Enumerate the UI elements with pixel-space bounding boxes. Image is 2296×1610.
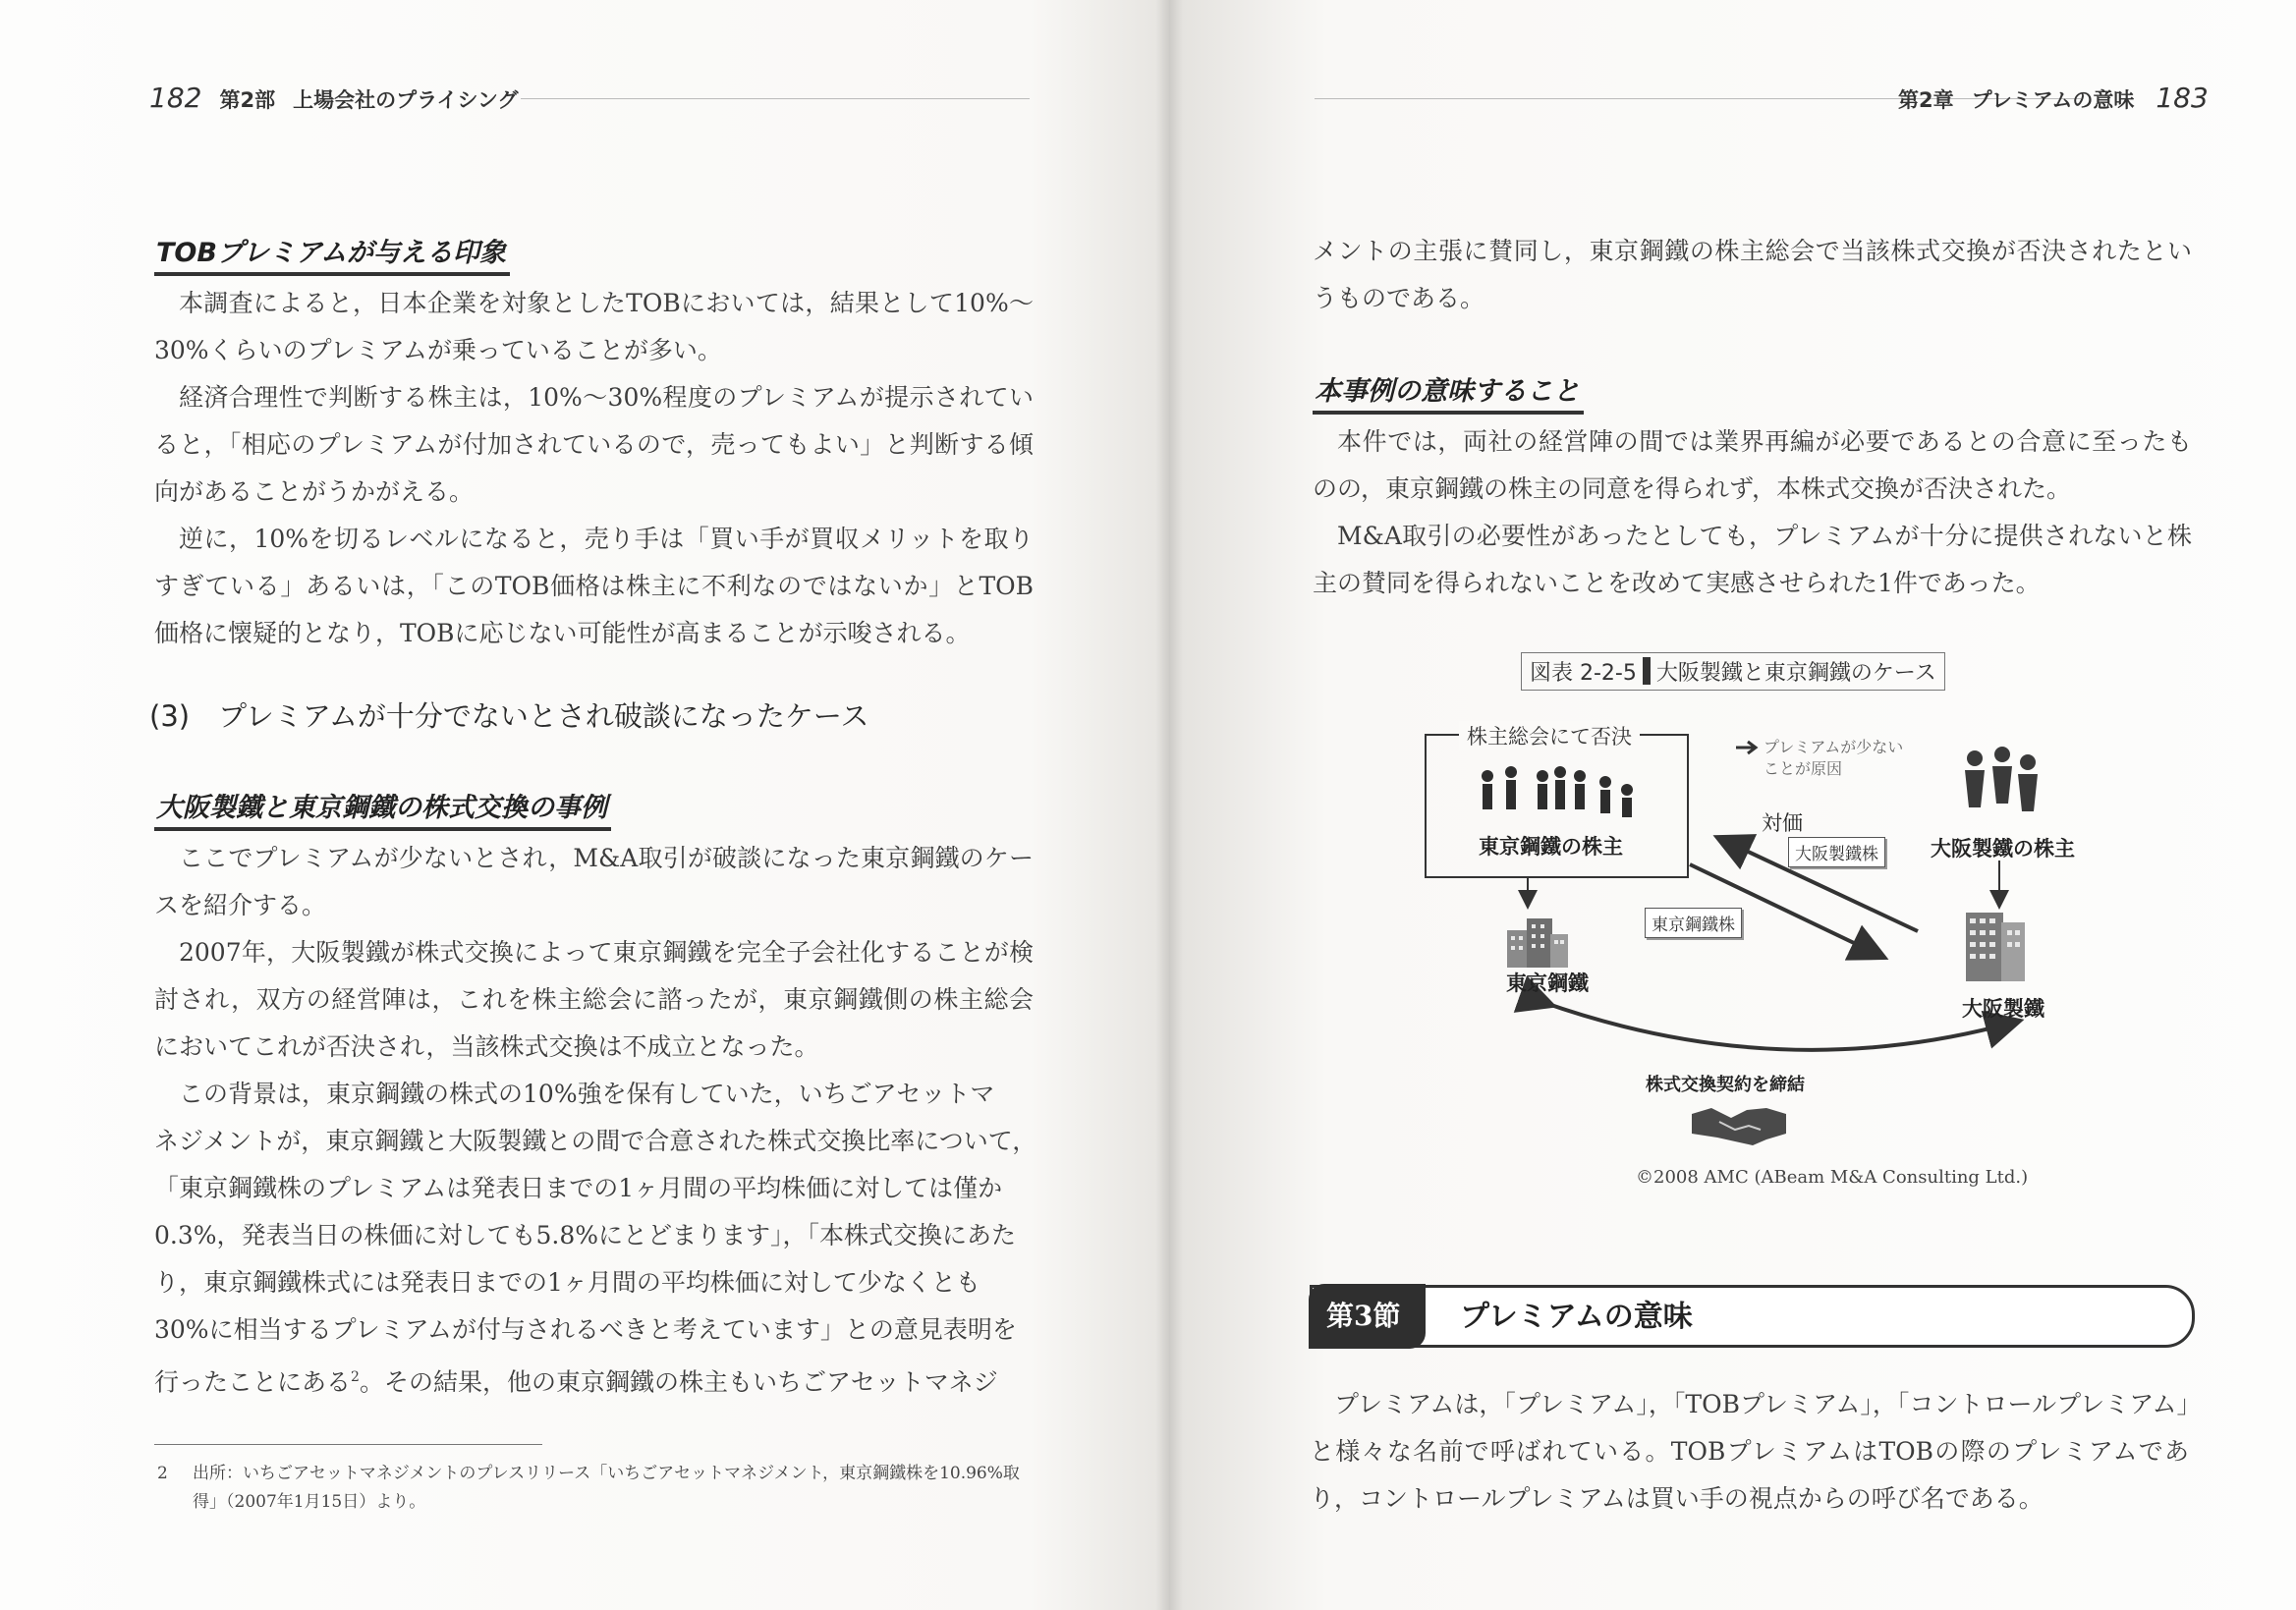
left-header-title: 上場会社のプライシング	[293, 88, 519, 112]
right-page	[1169, 0, 2296, 1610]
note-line: ことが原因	[1764, 759, 1843, 778]
right-page-number: 183	[2156, 82, 2209, 114]
section-heading: 本事例の意味すること	[1313, 369, 1584, 415]
paragraph-line: ネジメントが，東京鋼鐵と大阪製鐵との間で合意された株式交換比率について，	[154, 1127, 1037, 1155]
section-banner	[1310, 1285, 2195, 1348]
osaka-company-label: 大阪製鐵	[1962, 997, 2044, 1021]
tokyo-shares-tag: 東京鋼鐵株	[1645, 908, 1742, 938]
continued-paragraph: メントの主張に賛同し，東京鋼鐵の株主総会で当該株式交換が否決されたというものである。	[1313, 237, 2192, 312]
section-title: プレミアムの意味	[1460, 1300, 1693, 1334]
section-heading: 大阪製鐵と東京鋼鐵の株式交換の事例	[154, 786, 611, 831]
left-header-rule	[521, 98, 1030, 99]
paragraph: プレミアムは，「プレミアム」，「TOBプレミアム」，「コントロールプレミアム」と様々な名前で呼ばれている。TOBプレミアムはTOBの際のプレミアムであり，コントロールプレミアムは買い手の視点からの呼び名である。	[1310, 1390, 2189, 1513]
paragraph-line: 0.3%，発表当日の株価に対しても5.8%にとどまります」，「本株式交換にあた	[154, 1221, 1017, 1249]
footnote	[157, 1460, 1032, 1517]
paragraph-line: り，東京鋼鐵株式には発表日までの1ヶ月間の平均株価に対して少なくとも	[154, 1268, 980, 1297]
building-icon	[1503, 909, 1572, 970]
footnote-text: 出所：いちごアセットマネジメントのプレスリリース「いちごアセットマネジメント，東京鋼鐵株を10.96%取得」（2007年1月15日）より。	[193, 1464, 1020, 1512]
figure-number: 図表 2-2-5	[1530, 661, 1637, 686]
section-tob-premium	[154, 231, 1034, 657]
footnote-number: 2	[157, 1464, 168, 1483]
footnote-reference: 2	[351, 1369, 360, 1385]
line-text: 。その結果，他の東京鋼鐵の株主もいちごアセットマネジ	[359, 1367, 998, 1397]
note-line: プレミアムが少ない	[1764, 738, 1904, 756]
right-header-chapter: 第2章	[1898, 88, 1954, 112]
osaka-shareholders-label: 大阪製鐵の株主	[1931, 837, 2075, 861]
section-case-study	[154, 786, 1037, 1406]
paragraph: 経済合理性で判断する株主は，10%～30%程度のプレミアムが提示されていると，「相応のプレミアムが付加されているので，売ってもよい」と判断する傾向があることがうかがえる。	[154, 383, 1034, 506]
section-premium-meaning	[1310, 1381, 2189, 1523]
consideration-arrow	[1727, 842, 1918, 931]
tokyo-shareholders-label: 東京鋼鐵の株主	[1479, 835, 1623, 859]
paragraph: 逆に，10%を切るレベルになると，売り手は「買い手が買収メリットを取りすぎている」あるいは，「このTOB価格は株主に不利なのではないか」とTOB価格に懐疑的となり，TOBに応じない可能性が高まることが示唆される。	[154, 525, 1034, 647]
section-number: 第3節	[1309, 1284, 1426, 1349]
paragraph-line	[154, 1354, 1034, 1406]
line-text: 行ったことにある	[154, 1367, 352, 1397]
paragraph: 本調査によると，日本企業を対象としたTOBにおいては，結果として10%～30%くらいのプレミアムが乗っていることが多い。	[154, 289, 1034, 364]
left-page-number: 182	[149, 82, 202, 114]
tokyo-company-label: 東京鋼鐵	[1506, 972, 1589, 995]
left-running-header	[149, 82, 519, 114]
flow-arrows	[1169, 0, 2296, 1610]
footnote-rule	[154, 1444, 542, 1445]
subsection-title: (3) プレミアムが十分でないとされ破談になったケース	[149, 699, 869, 733]
book-gutter	[1155, 0, 1183, 1610]
agreement-arrow	[1542, 1002, 2009, 1050]
figure-title: 大阪製鐵と東京鋼鐵のケース	[1655, 661, 1936, 686]
agreement-label: 株式交換契約を締結	[1646, 1075, 1805, 1095]
figure-copyright: ©2008 AMC (ABeam M&A Consulting Ltd.)	[1636, 1167, 2029, 1188]
building-icon	[1960, 909, 2029, 983]
paragraph: 2007年，大阪製鐵が株式交換によって東京鋼鐵を完全子会社化することが検討され，双方の経営陣は，これを株主総会に諮ったが，東京鋼鐵側の株主総会においてこれが否決され，当該株式交換は不成立となった。	[154, 938, 1034, 1061]
section-heading: TOBプレミアムが与える印象	[154, 231, 510, 276]
paragraph: ここでプレミアムが少ないとされ，M&A取引が破談になった東京鋼鐵のケースを紹介する。	[154, 844, 1034, 919]
right-header-title: プレミアムの意味	[1971, 88, 2135, 112]
left-header-part: 第2部	[219, 88, 276, 112]
box-label: 株主総会にて否決	[1459, 721, 1640, 750]
paragraph: M&A取引の必要性があったとしても，プレミアムが十分に提供されないと株主の賛同を得られないことを改めて実感させられた1件であった。	[1313, 522, 2192, 597]
shares-arrow	[1690, 864, 1875, 953]
paragraph-line: この背景は，東京鋼鐵の株式の10%強を保有していた，いちごアセットマ	[179, 1080, 995, 1108]
osaka-shares-tag: 大阪製鐵株	[1788, 837, 1885, 867]
paragraph: 本件では，両社の経営陣の間では業界再編が必要であるとの合意に至ったものの，東京鋼鐵の株主の同意を得られず，本株式交換が否決された。	[1313, 427, 2192, 503]
consideration-label: 対価	[1762, 811, 1803, 835]
paragraph-line: 30%に相当するプレミアムが付与されるべきと考えています」との意見表明を	[154, 1315, 1017, 1344]
paragraph-line: 「東京鋼鐵株のプレミアムは発表日までの1ヶ月間の平均株価に対しては僅か	[154, 1174, 1003, 1202]
handshake-icon	[1690, 1100, 1788, 1149]
